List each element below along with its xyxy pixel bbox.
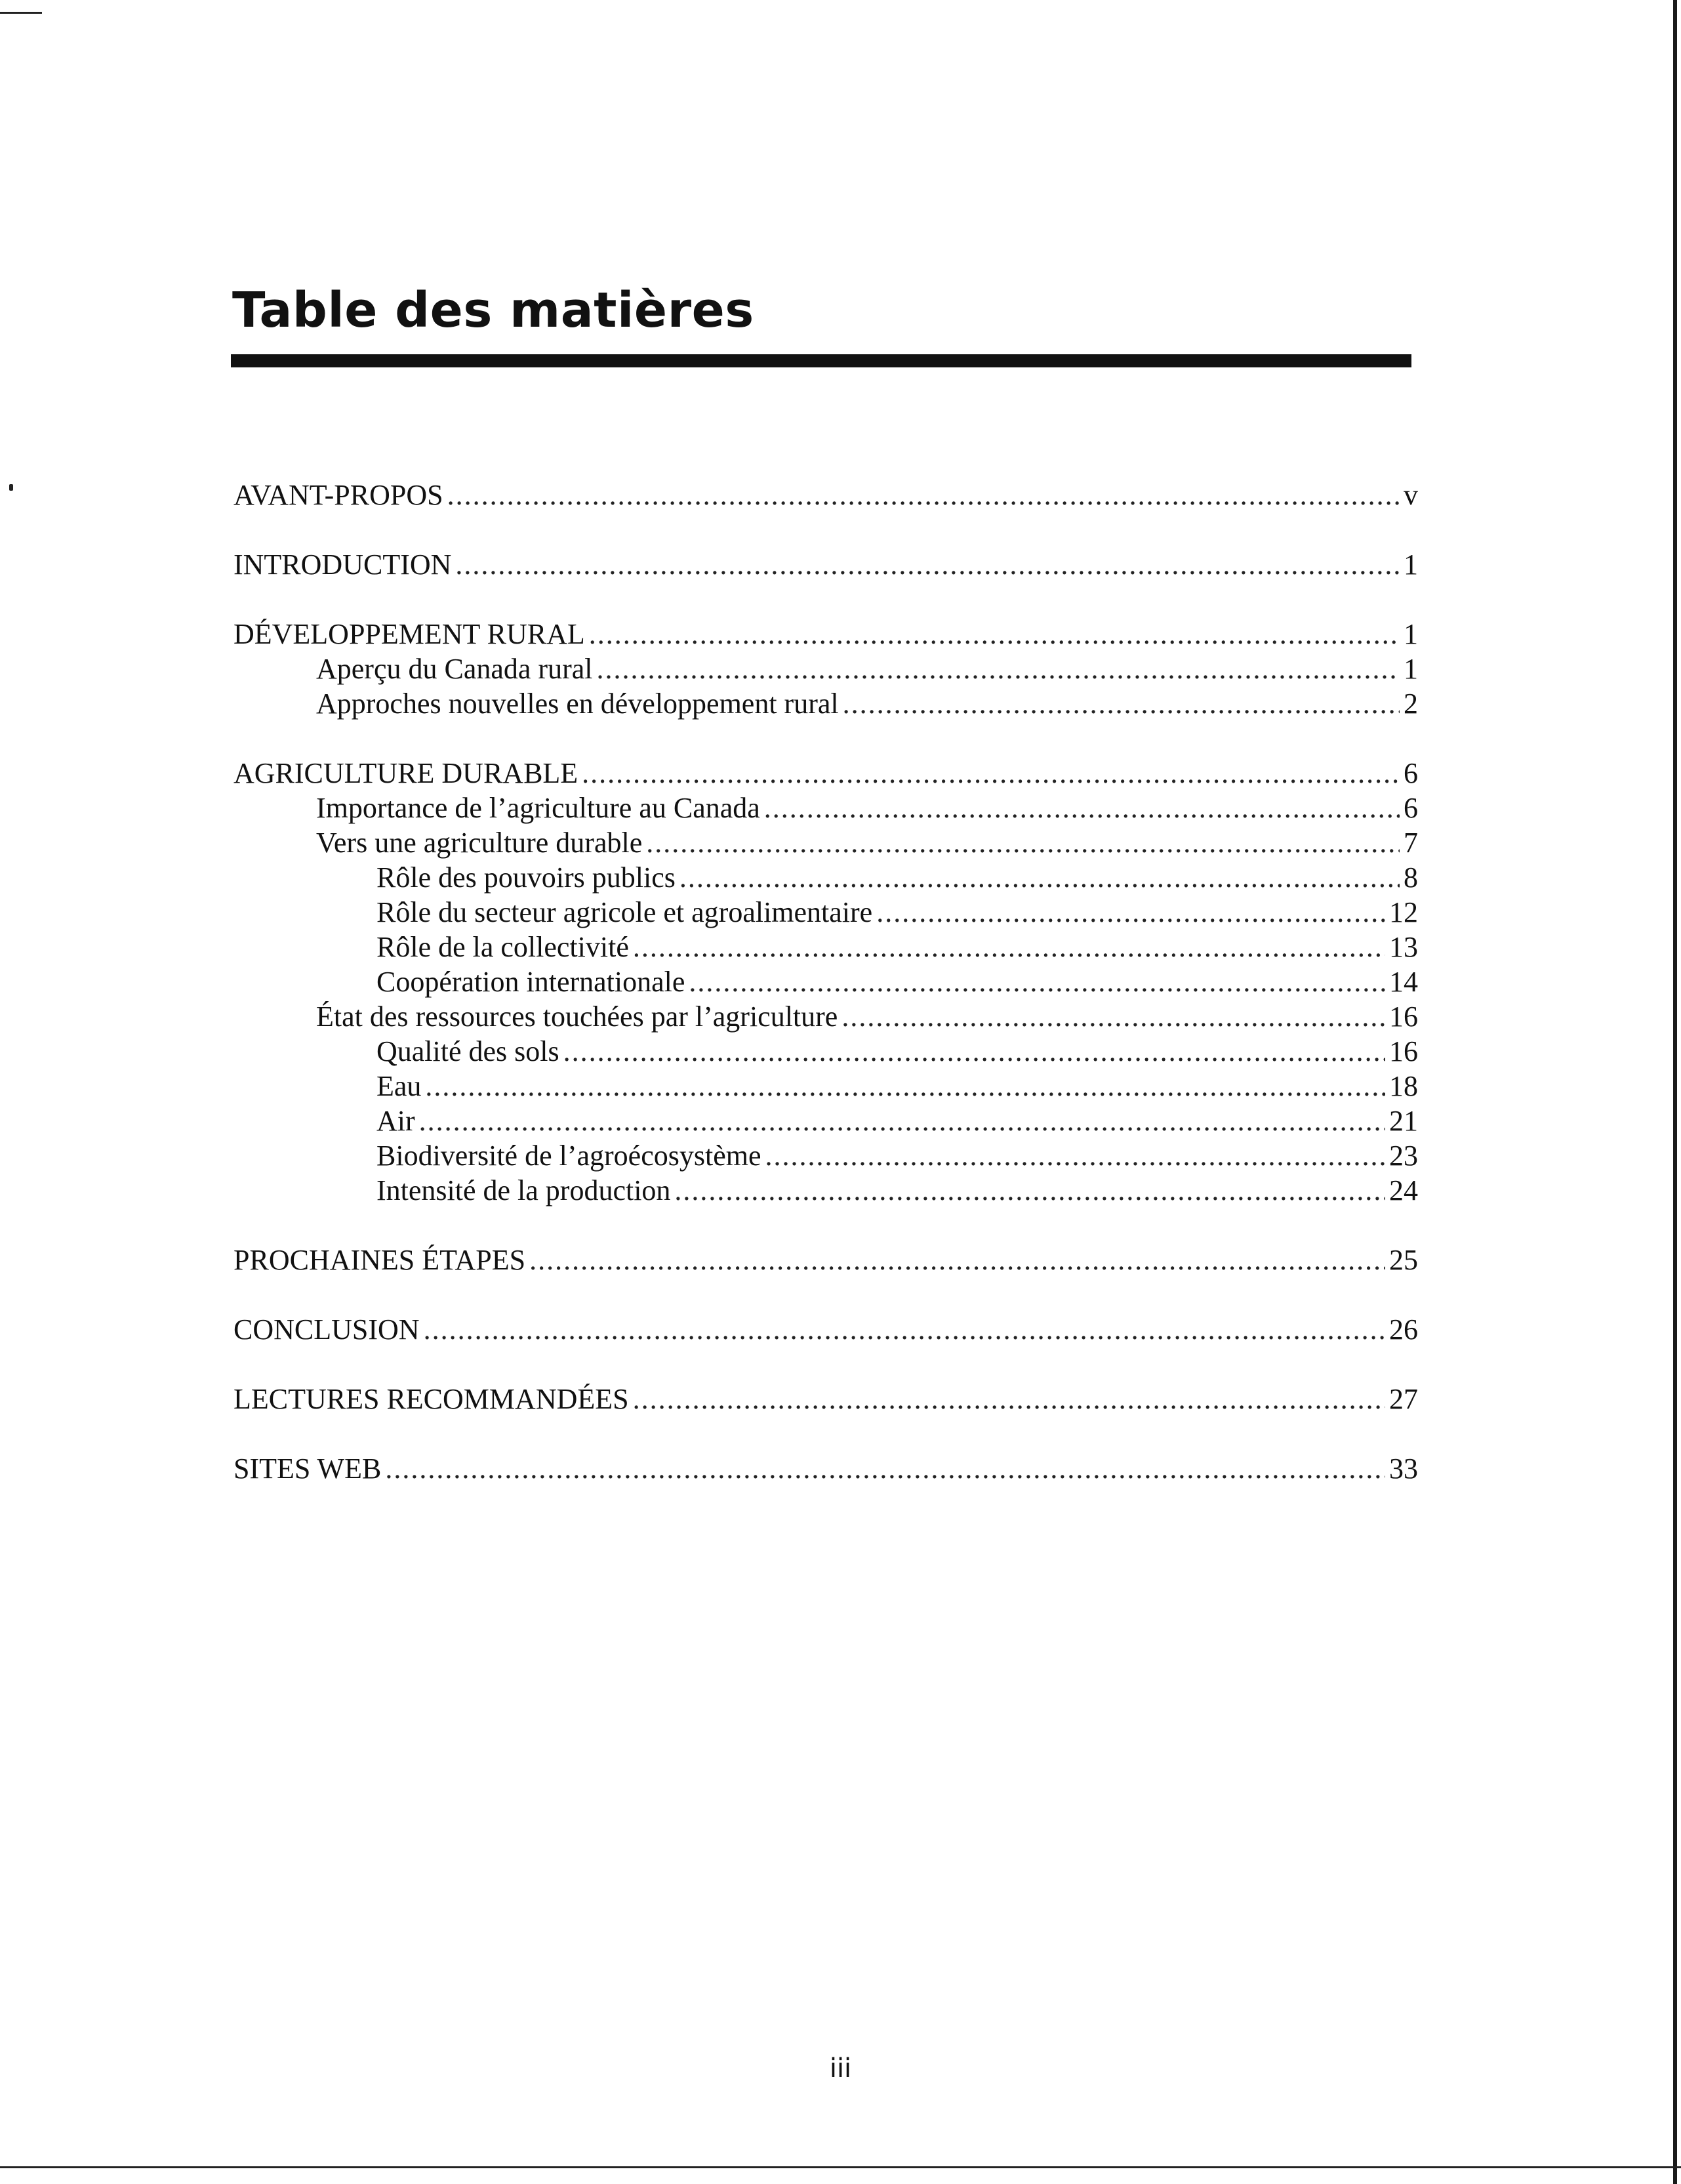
toc-entry-text: Rôle de la collectivité	[376, 931, 629, 963]
toc-entry-page: 33	[1389, 1453, 1418, 1485]
toc-entry-page: 25	[1389, 1244, 1418, 1276]
toc-entry-page: 6	[1404, 792, 1418, 824]
toc-entry[interactable]	[233, 478, 1418, 512]
toc-leader	[455, 547, 1400, 582]
toc-leader	[419, 1103, 1385, 1138]
toc-entry-text: Biodiversité de l’agroécosystème	[376, 1140, 761, 1172]
toc-entry-text: AGRICULTURE DURABLE	[233, 757, 578, 789]
toc-entry-text: Qualité des sols	[376, 1035, 559, 1067]
toc-entry-text: Air	[376, 1105, 415, 1137]
toc-entry-text: DÉVELOPPEMENT RURAL	[233, 618, 585, 650]
toc-entry[interactable]	[233, 1034, 1418, 1069]
toc-entry-text: PROCHAINES ÉTAPES	[233, 1244, 526, 1276]
toc-entry-text: INTRODUCTION	[233, 548, 452, 581]
toc-entry-text: Approches nouvelles en développement rural	[316, 688, 839, 720]
toc-entry-text: Eau	[376, 1070, 422, 1102]
toc-entry-page: 1	[1404, 548, 1418, 581]
toc-entry-text: Importance de l’agriculture au Canada	[316, 792, 760, 824]
toc-entry[interactable]	[233, 756, 1418, 791]
toc-leader	[596, 651, 1400, 686]
toc-leader	[764, 791, 1400, 825]
toc-leader	[876, 895, 1385, 930]
toc-entry-text: Rôle du secteur agricole et agroalimentaire	[376, 896, 873, 928]
toc-entry[interactable]	[233, 999, 1418, 1034]
toc-entry-text: Aperçu du Canada rural	[316, 653, 593, 685]
toc-entry-page: 1	[1404, 618, 1418, 650]
toc-entry-page: 27	[1389, 1383, 1418, 1415]
toc-entry[interactable]	[233, 547, 1418, 582]
toc-entry-text: Coopération internationale	[376, 966, 685, 998]
toc-entry-text: LECTURES RECOMMANDÉES	[233, 1383, 629, 1415]
scan-edge-right	[1673, 0, 1677, 2184]
toc-entry[interactable]	[233, 930, 1418, 964]
toc-entry-page: 16	[1389, 1000, 1418, 1033]
toc-leader	[679, 860, 1400, 895]
toc-leader	[646, 825, 1400, 860]
toc-entry[interactable]	[233, 1138, 1418, 1173]
toc-leader	[447, 478, 1400, 512]
toc-leader	[563, 1034, 1385, 1069]
toc-entry-page: 18	[1389, 1070, 1418, 1102]
toc-entry-page: v	[1404, 479, 1418, 511]
toc-entry[interactable]	[233, 1103, 1418, 1138]
toc-entry[interactable]	[233, 1173, 1418, 1208]
toc-entry-page: 24	[1389, 1174, 1418, 1206]
toc-entry-page: 12	[1389, 896, 1418, 928]
toc-entry-text: Intensité de la production	[376, 1174, 671, 1206]
scan-mark-top	[0, 12, 42, 14]
toc-entry-page: 21	[1389, 1105, 1418, 1137]
toc-entry-page: 16	[1389, 1035, 1418, 1067]
page-number: iii	[829, 2053, 852, 2084]
toc-entry-text: Vers une agriculture durable	[316, 827, 643, 859]
toc-entry[interactable]	[233, 686, 1418, 721]
toc-entry-text: AVANT-PROPOS	[233, 479, 443, 511]
toc-entry-text: CONCLUSION	[233, 1313, 420, 1346]
toc-entry[interactable]	[233, 651, 1418, 686]
scan-edge-bottom	[0, 2166, 1681, 2168]
toc-entry-text: État des ressources touchées par l’agriculture	[316, 1000, 838, 1033]
toc-entry-page: 6	[1404, 757, 1418, 789]
toc-leader	[633, 930, 1385, 964]
toc-leader	[689, 964, 1385, 999]
toc-entry[interactable]	[233, 1382, 1418, 1416]
table-of-contents	[233, 478, 1418, 1486]
toc-entry[interactable]	[233, 964, 1418, 999]
toc-entry[interactable]	[233, 825, 1418, 860]
toc-entry[interactable]	[233, 1312, 1418, 1347]
toc-entry-page: 1	[1404, 653, 1418, 685]
toc-entry-page: 26	[1389, 1313, 1418, 1346]
toc-entry[interactable]	[233, 617, 1418, 651]
toc-leader	[843, 686, 1400, 721]
toc-entry-page: 14	[1389, 966, 1418, 998]
toc-leader	[385, 1451, 1385, 1486]
toc-leader	[674, 1173, 1385, 1208]
toc-entry[interactable]	[233, 1243, 1418, 1277]
toc-entry-text: SITES WEB	[233, 1453, 382, 1485]
toc-leader	[589, 617, 1400, 651]
toc-leader	[424, 1312, 1385, 1347]
toc-leader	[765, 1138, 1385, 1173]
toc-leader	[582, 756, 1400, 791]
scan-speck	[9, 484, 13, 491]
toc-entry-page: 23	[1389, 1140, 1418, 1172]
toc-entry[interactable]	[233, 791, 1418, 825]
toc-entry-text: Rôle des pouvoirs publics	[376, 861, 676, 894]
title-rule	[231, 354, 1411, 367]
toc-entry[interactable]	[233, 1451, 1418, 1486]
toc-entry[interactable]	[233, 860, 1418, 895]
toc-leader	[529, 1243, 1385, 1277]
toc-entry[interactable]	[233, 1069, 1418, 1103]
toc-leader	[425, 1069, 1385, 1103]
toc-leader	[841, 999, 1385, 1034]
page-title: Table des matières	[232, 282, 754, 339]
toc-entry-page: 13	[1389, 931, 1418, 963]
toc-entry-page: 2	[1404, 688, 1418, 720]
toc-leader	[633, 1382, 1385, 1416]
toc-entry-page: 8	[1404, 861, 1418, 894]
toc-entry[interactable]	[233, 895, 1418, 930]
toc-entry-page: 7	[1404, 827, 1418, 859]
